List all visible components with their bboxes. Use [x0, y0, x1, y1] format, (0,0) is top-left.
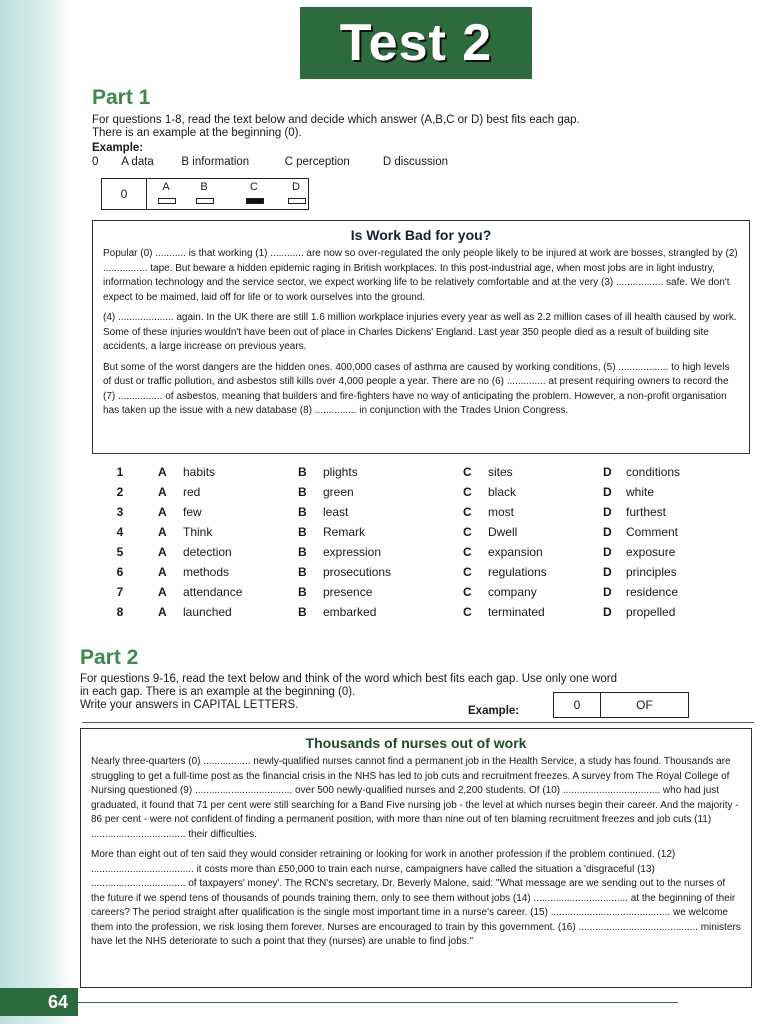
letter-d: D: [603, 565, 612, 579]
option-a: Think: [183, 525, 213, 539]
part2-example-label: Example:: [468, 705, 520, 717]
letter-d: D: [603, 525, 612, 539]
option-a: red: [183, 485, 201, 499]
answer-row: [110, 505, 710, 525]
part1-instructions-line2: There is an example at the beginning (0).: [92, 127, 302, 139]
letter-a: A: [158, 485, 167, 499]
part2-text-title: Thousands of nurses out of work: [305, 735, 527, 751]
part1-instructions: [92, 114, 732, 140]
option-d: furthest: [626, 505, 667, 519]
letter-b: B: [298, 585, 307, 599]
option-b: least: [323, 505, 349, 519]
answer-option-d: D: [292, 181, 300, 193]
part2-example-box: [553, 692, 689, 718]
answer-mark-b: [196, 198, 214, 204]
answer-row: [110, 585, 710, 605]
question-number: 6: [116, 565, 124, 579]
part1-text-title: Is Work Bad for you?: [350, 227, 492, 243]
example-num: 0: [92, 156, 99, 168]
answer-row: [110, 465, 710, 485]
letter-d: D: [603, 505, 612, 519]
answer-row: [110, 545, 710, 565]
letter-b: B: [298, 565, 307, 579]
question-number: 5: [116, 545, 124, 559]
option-a: habits: [183, 465, 216, 479]
answer-row: [110, 605, 710, 625]
left-decorative-strip: [0, 0, 72, 1024]
letter-b: B: [298, 505, 307, 519]
part1-heading: Part 1: [92, 86, 151, 109]
answer-row: [110, 525, 710, 545]
option-c: most: [488, 505, 515, 519]
part1-text-box: [92, 220, 750, 454]
part1-example-line: [92, 156, 492, 169]
option-a: attendance: [183, 585, 243, 599]
option-a: launched: [183, 605, 232, 619]
letter-c: C: [463, 505, 472, 519]
letter-b: B: [298, 485, 307, 499]
question-number: 2: [116, 485, 124, 499]
question-number: 7: [116, 585, 124, 599]
letter-b: B: [298, 525, 307, 539]
question-number: 3: [116, 505, 124, 519]
question-number: 8: [116, 605, 124, 619]
letter-c: C: [463, 465, 472, 479]
letter-c: C: [463, 545, 472, 559]
option-d: white: [626, 485, 655, 499]
answer-option-b: B: [200, 181, 208, 193]
answer-option-c: C: [250, 181, 258, 193]
divider: [82, 722, 754, 723]
option-a: few: [183, 505, 202, 519]
option-b: Remark: [323, 525, 366, 539]
letter-a: A: [158, 525, 167, 539]
letter-a: A: [158, 585, 167, 599]
part1-instructions-line1: For questions 1-8, read the text below and decide which answer (A,B,C or D) best fits each gap.: [92, 114, 580, 126]
option-c: company: [488, 585, 537, 599]
part2-instructions-line1: For questions 9-16, read the text below and think of the word which best fits each gap. Use only one word: [80, 673, 617, 685]
option-c: terminated: [488, 605, 545, 619]
option-c: Dwell: [488, 525, 518, 539]
part1-example-label: Example:: [92, 142, 144, 154]
option-b: prosecutions: [323, 565, 392, 579]
example-option-d: D discussion: [382, 156, 449, 168]
letter-d: D: [603, 545, 612, 559]
letter-c: C: [463, 565, 472, 579]
answer-row: [110, 485, 710, 505]
part2-example-num: 0: [554, 693, 601, 717]
letter-b: B: [298, 465, 307, 479]
answer-row: [110, 565, 710, 585]
letter-c: C: [463, 525, 472, 539]
letter-a: A: [158, 465, 167, 479]
letter-a: A: [158, 505, 167, 519]
option-d: residence: [626, 585, 679, 599]
option-d: exposure: [626, 545, 676, 559]
option-c: black: [488, 485, 517, 499]
letter-c: C: [463, 485, 472, 499]
letter-a: A: [158, 605, 167, 619]
page-number: 64: [0, 988, 78, 1016]
answer-mark-d: [288, 198, 306, 204]
part2-instructions-line2: in each gap. There is an example at the beginning (0).: [80, 686, 356, 698]
part2-paragraph-2: More than eight out of ten said they would consider retraining or looking for work in another profession if the problem continued. (12) ..................................... it costs more than £50,000 to train each nurse, campaigners have called the situation a 'disgraceful (13) .................................. of taxpayers' money'. The RCN's secretary, Dr. Beverly Malone, said: "What message are we sending out to the nurses of the future if we spend tens of thousands of pounds training them, only to see them without jobs (14) .................................. at the beginning of their careers? The period straight after qualification is the single most important time in a nurse's career. (15) ........................................... we welcome them into the profession, we risk losing them forever. Nurses are encouraged to train by this government. (16) ........................................... ministers have let the NHS deteriorate to such a point that they (nurses) are unable to find jobs.": [91, 849, 741, 947]
letter-a: A: [158, 565, 167, 579]
letter-c: C: [463, 605, 472, 619]
option-d: propelled: [626, 605, 676, 619]
option-d: principles: [626, 565, 677, 579]
answer-sheet-example: [101, 178, 309, 210]
option-c: regulations: [488, 565, 547, 579]
answer-mark-a: [158, 198, 176, 204]
example-option-a: A data: [121, 156, 154, 168]
part2-example-answer: OF: [636, 698, 653, 712]
option-b: expression: [323, 545, 382, 559]
option-b: presence: [323, 585, 373, 599]
part1-paragraph-3: But some of the worst dangers are the hidden ones. 400,000 cases of asthma are caused by working conditions, (5) .................. to high levels of dust or traffic pollution, and asbestos still kills over 4,000 people a year. There are no (6) .............. at present requiring owners to record the (7) ................ of asbestos, meaning that builders and fire-fighters have no way of anticipating the problem. However, a non-profit organisation has taken up the issue with a new database (8) ............... in conjunction with the Trades Union Congress.: [103, 361, 730, 416]
example-option-c: C perception: [284, 156, 350, 168]
option-b: embarked: [323, 605, 377, 619]
letter-a: A: [158, 545, 167, 559]
letter-b: B: [298, 545, 307, 559]
answer-sheet-num: 0: [102, 179, 147, 209]
part2-heading: Part 2: [80, 646, 139, 669]
footer-rule: [78, 1002, 678, 1003]
question-number: 1: [116, 465, 124, 479]
test-title: Test 2: [300, 7, 532, 79]
option-d: conditions: [626, 465, 681, 479]
answer-option-a: A: [162, 181, 170, 193]
answer-mark-c-selected: [246, 198, 264, 204]
option-b: green: [323, 485, 354, 499]
letter-c: C: [463, 585, 472, 599]
example-option-b: B information: [181, 156, 250, 168]
question-number: 4: [116, 525, 124, 539]
part2-paragraph-1: Nearly three-quarters (0) ................. newly-qualified nurses cannot find a permanent job in the Health Service, a study has found. Thousands are struggling to get a full-time post as the financial crisis in the NHS has led to job cuts and recruitment freezes. A survey from The Royal College of Nursing questioned (9) ................................... over 500 newly-qualified nurses and 2,200 students. Of (10) ................................... who had just graduated, it found that 71 per cent were still searching for a Band Five nursing job - the level at which nurses begin their career. And the majority - 86 per cent - were not confident of finding a permanent position, with more than nine out of ten blaming recruitment freezes and job cuts (11) .................................. their difficulties.: [91, 756, 739, 840]
part1-paragraph-1: Popular (0) ........... is that working (1) ............ are now so over-regulated the only people likely to be injured at work are bosses, strangled by (2) ................ tape. But beware a hidden epidemic raging in British workplaces. In this post-industrial age, when most jobs are in light industry, information technology and the service sector, we expect working life to be relatively comfortable and at the very (3) ................. safe. We don't expect to be maimed, laid off for life or to work ourselves into the ground.: [103, 248, 738, 303]
option-c: sites: [488, 465, 513, 479]
letter-d: D: [603, 585, 612, 599]
part2-text-box: [80, 728, 752, 988]
option-c: expansion: [488, 545, 543, 559]
letter-b: B: [298, 605, 307, 619]
part2-instructions-line3: Write your answers in CAPITAL LETTERS.: [80, 699, 299, 711]
option-a: methods: [183, 565, 230, 579]
option-d: Comment: [626, 525, 679, 539]
option-a: detection: [183, 545, 232, 559]
letter-d: D: [603, 465, 612, 479]
part1-paragraph-2: (4) .................... again. In the UK there are still 1.6 million workplace injuries every year as well as 2.2 million cases of ill health caused by work. Some of these injuries wouldn't have been out of place in Charles Dickens' England. Last year 350 people died as a result of building site accidents, a large increase on previous years.: [103, 312, 737, 352]
option-b: plights: [323, 465, 358, 479]
letter-d: D: [603, 485, 612, 499]
letter-d: D: [603, 605, 612, 619]
